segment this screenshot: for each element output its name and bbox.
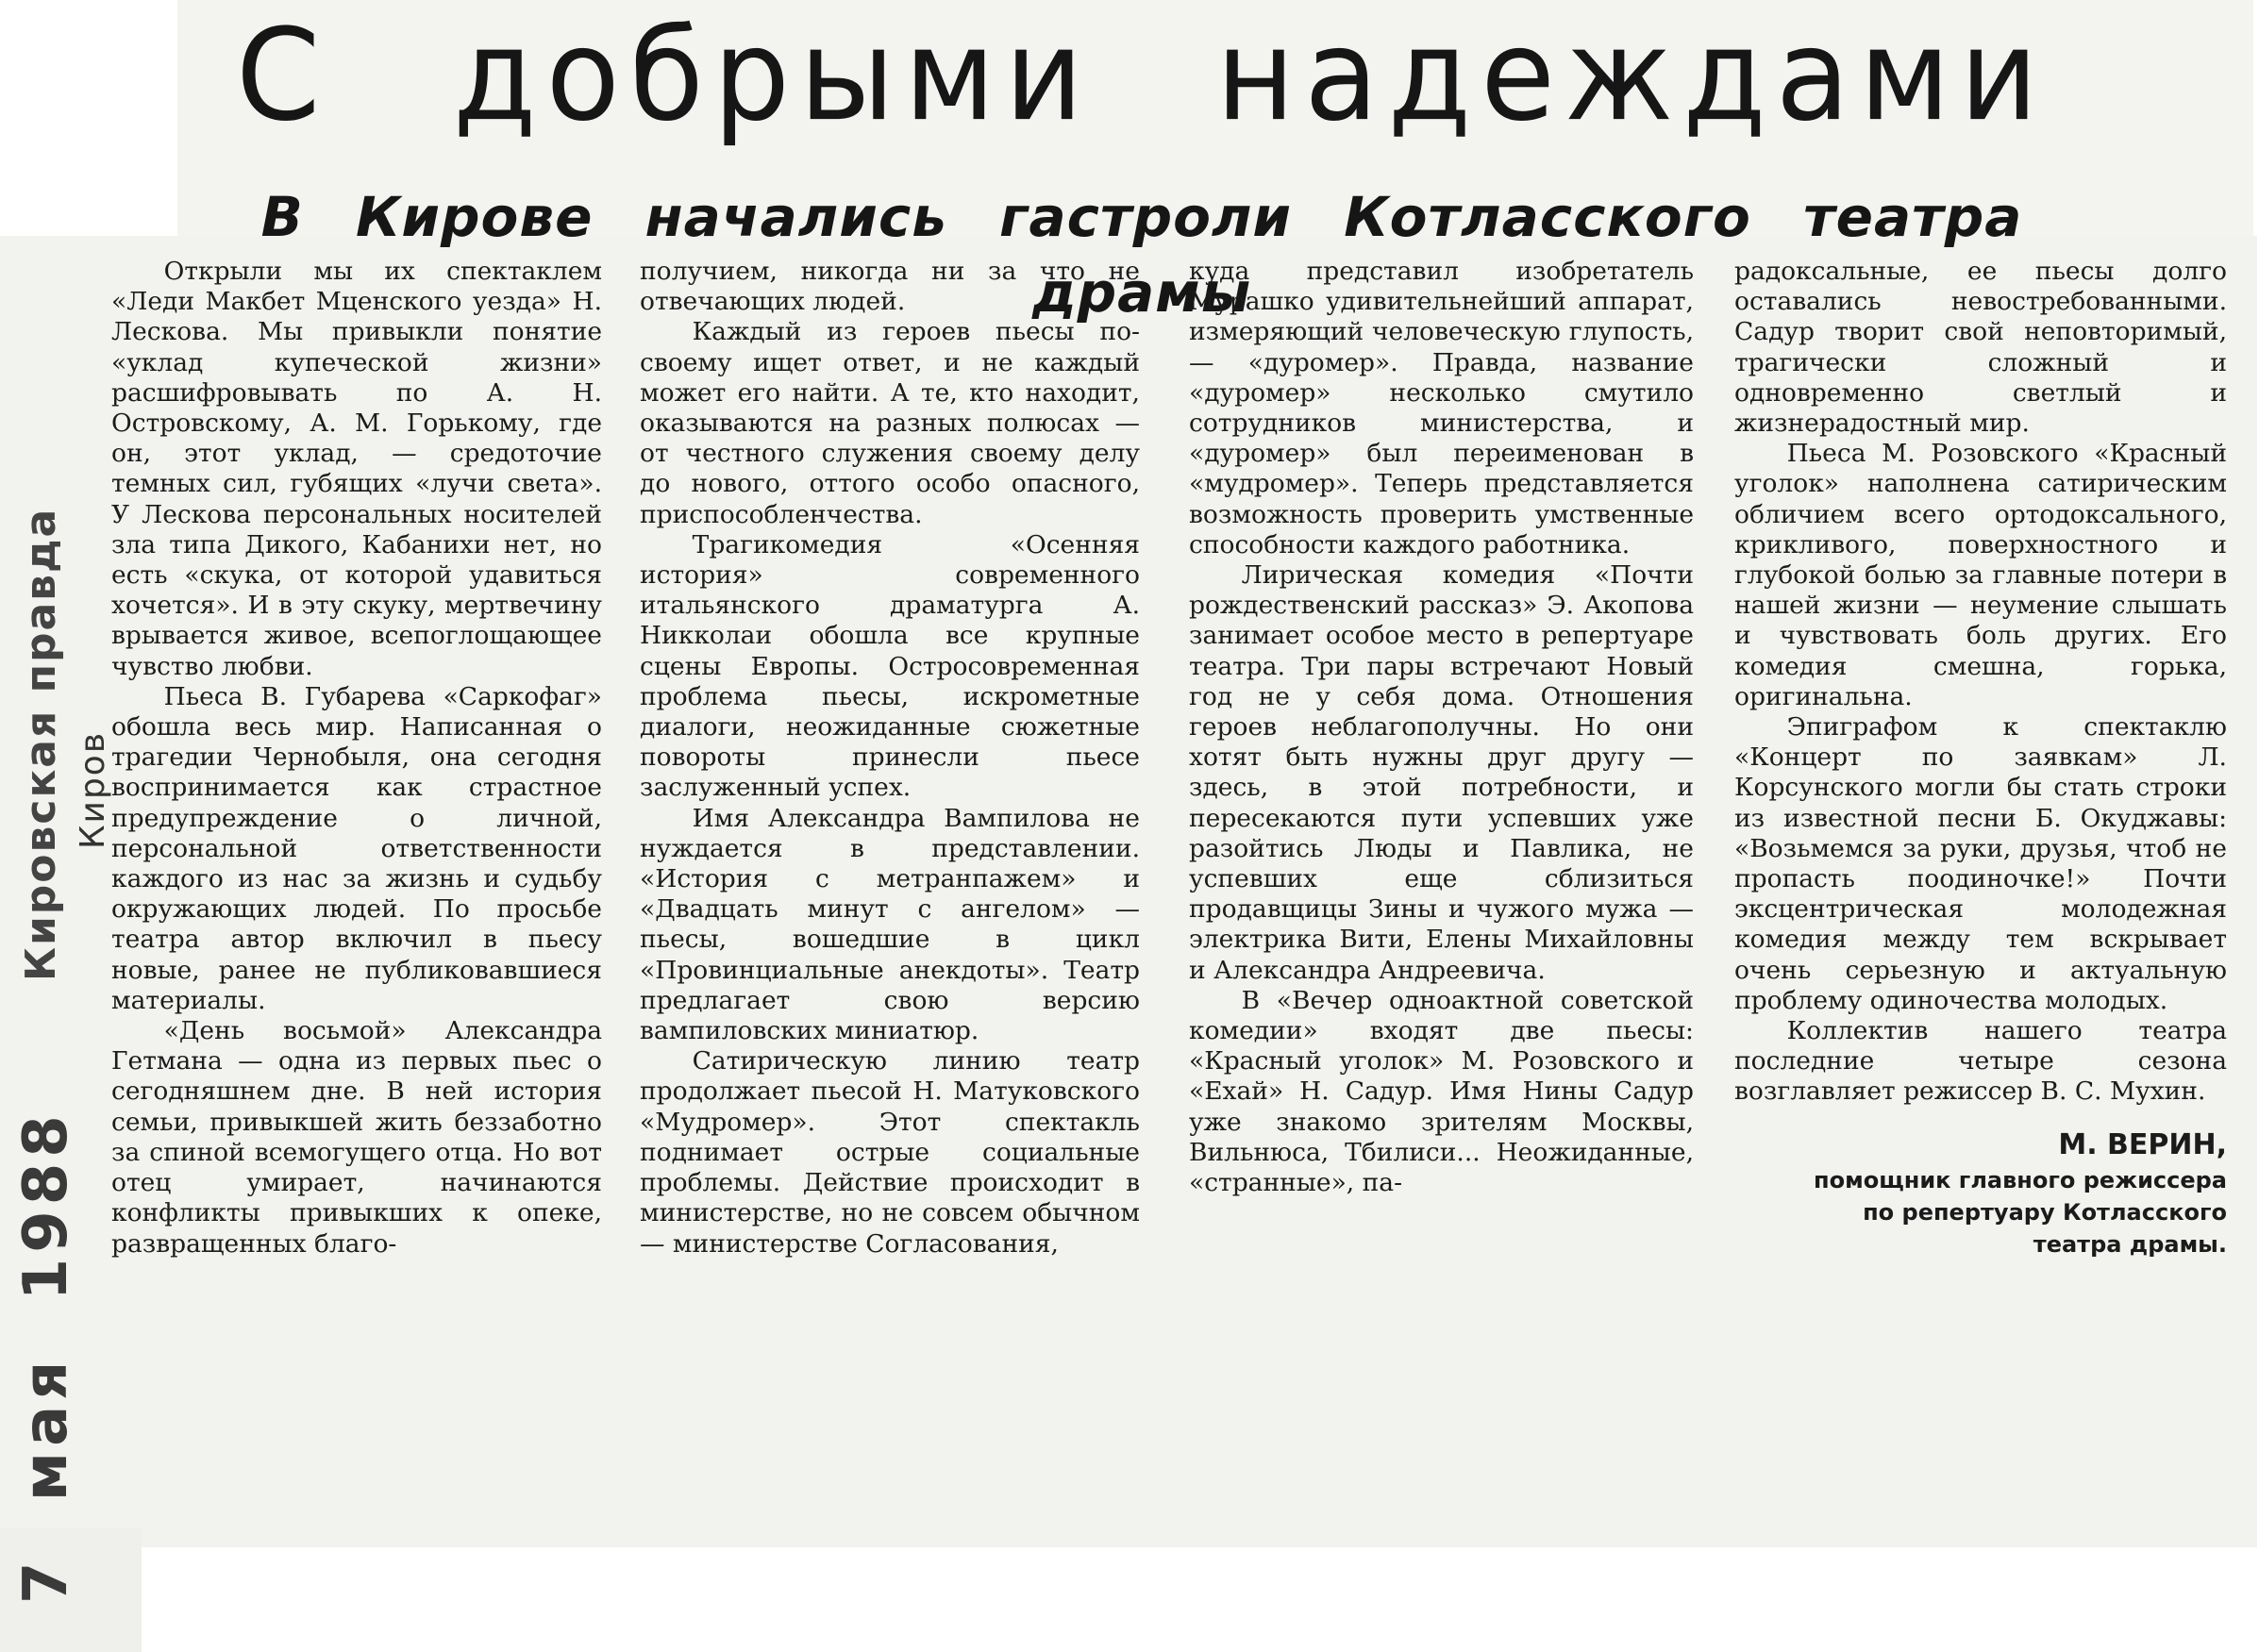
article-column-3 — [1189, 257, 1694, 1198]
author-role: помощник главного режиссера по репертуару Котласского театра драмы. — [1814, 1166, 2227, 1258]
masthead-city: Киров — [74, 730, 112, 849]
paragraph: Сатирическую линию театр продолжает пьесой Н. Матуковского «Мудромер». Этот спектакль поднимает острые социальные проблемы. Действие происходит в министерстве, но не совсем обычном — министерстве Согласования, — [640, 1046, 1140, 1259]
paragraph: Пьеса М. Розовского «Красный уголок» наполнена сатирическим обличием всего ортодоксального, крикливого, поверхностного и глубокой болью за главные потери в нашей жизни — неумение слышать и чувствовать боль других. Его комедия смешна, горька, оригинальна. — [1734, 439, 2227, 711]
masthead-paper-name: Кировская правда — [17, 507, 65, 981]
article-column-4 — [1734, 257, 2227, 1260]
paragraph: Трагикомедия «Осенняя история» современного итальянского драматурга А. Никколаи обошла все крупные сцены Европы. Остросовременная проблема пьесы, искрометные диалоги, неожиданные сюжетные повороты принесли пьесе заслуженный успех. — [640, 529, 1140, 803]
paragraph: Открыли мы их спектаклем «Леди Макбет Мценского уезда» Н. Лескова. Мы привыкли понятие «уклад купеческой жизни» расшифровывать по А. Н. Островскому, А. М. Горькому, где он, этот уклад, — средоточие темных сил, губящих «лучи света». У Лескова персональных носителей зла типа Дикого, Кабанихи нет, но есть «скука, от которой удавиться хочется». И в эту скуку, мертвечину врывается живое, всепоглощающее чувство любви. — [111, 257, 602, 681]
headline: С добрыми надеждами — [236, 2, 2048, 150]
paragraph: Пьеса В. Губарева «Саркофаг» обошла весь мир. Написанная о трагедии Чернобыля, она сегодня воспринимается как страстное предупреждение о личной, персональной ответственности каждого из нас за жизнь и судьбу окружающих людей. По просьбе театра автор включил в пьесу новые, ранее не публиковавшиеся материалы. — [111, 681, 602, 1015]
author-name: М. ВЕРИН, — [2058, 1127, 2227, 1161]
author-signature — [1734, 1126, 2227, 1260]
paragraph: Каждый из героев пьесы по-своему ищет ответ, и не каждый может его найти. А те, кто находит, оказываются на разных полюсах — от честного служения своему делу до нового, оттого особо опасного, приспособленчества. — [640, 317, 1140, 529]
paragraph: Имя Александра Вампилова не нуждается в представлении. «История с метранпажем» и «Двадцать минут с ангелом» — пьесы, вошедшие в цикл «Провинциальные анекдоты». Театр предлагает свою версию вампиловских миниатюр. — [640, 803, 1140, 1046]
article-column-1 — [111, 257, 602, 1260]
paragraph: радоксальные, ее пьесы долго оставались невостребованными. Садур творит свой неповторимый, трагически сложный и одновременно светлый и жизнерадостный мир. — [1734, 257, 2227, 439]
subheadline: В Кирове начались гастроли Котласского театра драмы — [260, 185, 2023, 325]
date-stamp: 7 мая 1988 — [11, 1110, 81, 1604]
paragraph: получием, никогда ни за что не отвечающих людей. — [640, 257, 1140, 317]
paragraph: куда представил изобретатель Мурашко удивительнейший аппарат, измеряющий человеческую глупость, — «дуромер». Правда, название «дуромер» несколько смутило сотрудников министерства, и «дуромер» был переименован в «мудромер». Теперь представляется возможность проверить умственные способности каждого работника. — [1189, 257, 1694, 559]
paragraph: Эпиграфом к спектаклю «Концерт по заявкам» Л. Корсунского могли бы стать строки из известной песни Б. Окуджавы: «Возьмемся за руки, друзья, чтоб не пропасть поодиночке!» Почти эксцентрическая молодежная комедия между тем вскрывает очень серьезную и актуальную проблему одиночества молодых. — [1734, 712, 2227, 1015]
paragraph: «День восьмой» Александра Гетмана — одна из первых пьес о сегодняшнем дне. В ней история семьи, привыкшей жить беззаботно за спиной всемогущего отца. Но вот отец умирает, начинаются конфликты привыкших к опеке, развращенных благо- — [111, 1016, 602, 1259]
paragraph: Коллектив нашего театра последние четыре сезона возглавляет режиссер В. С. Мухин. — [1734, 1016, 2227, 1107]
article-column-2 — [640, 257, 1140, 1260]
paragraph: Лирическая комедия «Почти рождественский рассказ» Э. Акопова занимает особое место в репертуаре театра. Три пары встречают Новый год не у себя дома. Отношения героев неблагополучны. Но они хотят быть нужны друг другу — здесь, в этой потребности, и пересекаются пути успевших уже разойтись Люды и Павлика, не успевших еще сблизиться продавщицы Зины и чужого мужа — электрика Вити, Елены Михайловны и Александра Андреевича. — [1189, 560, 1694, 985]
paragraph: В «Вечер одноактной советской комедии» входят две пьесы: «Красный уголок» М. Розовского и «Ехай» Н. Садур. Имя Нины Садур уже знакомо зрителям Москвы, Вильнюса, Тбилиси... Неожиданные, «странные», па- — [1189, 985, 1694, 1198]
